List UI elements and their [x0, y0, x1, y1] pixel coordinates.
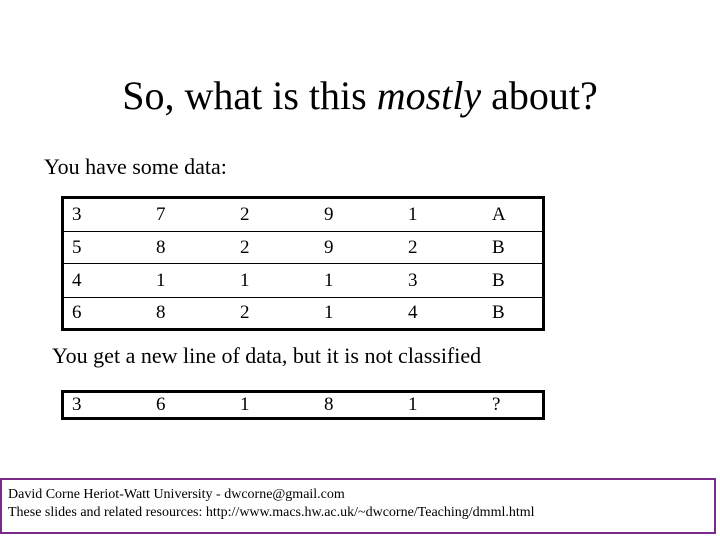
- table-cell: 4: [63, 264, 149, 298]
- table-cell: B: [484, 232, 544, 264]
- table-cell: 2: [240, 302, 250, 323]
- title-emphasis: mostly: [376, 73, 482, 118]
- table-cell: 6: [72, 302, 82, 323]
- table-cell: 1: [240, 394, 250, 415]
- table-row: [63, 392, 544, 419]
- table-cell: 2: [232, 198, 316, 232]
- table-cell: 4: [408, 302, 418, 323]
- table-cell: 1: [324, 302, 334, 323]
- title-text-end: about?: [481, 73, 598, 118]
- new-line-text: You get a new line of data, but it is not classified: [52, 343, 482, 368]
- data-table: [61, 196, 545, 331]
- table-cell: 1: [148, 264, 232, 298]
- table-cell: 3: [63, 198, 149, 232]
- table-row: [63, 198, 544, 232]
- slide-footer: [0, 478, 716, 534]
- table-cell: 9: [316, 198, 400, 232]
- table-cell: 3: [400, 264, 484, 298]
- table-cell: 8: [148, 232, 232, 264]
- table-cell: B: [492, 302, 505, 323]
- table-cell: B: [484, 264, 544, 298]
- slide-title: [0, 70, 720, 122]
- new-row-table: [61, 390, 545, 420]
- table-cell: 6: [156, 394, 166, 415]
- table-cell: 1: [316, 264, 400, 298]
- table-cell: 2: [232, 232, 316, 264]
- table-cell: ?: [492, 394, 501, 415]
- table-cell: 1: [232, 264, 316, 298]
- table-cell: 5: [63, 232, 149, 264]
- table-row: [63, 232, 544, 264]
- table-cell: 1: [408, 394, 418, 415]
- table-cell: 1: [400, 198, 484, 232]
- title-text-start: So, what is this: [122, 73, 377, 118]
- table-cell: 8: [156, 302, 166, 323]
- table-cell: 3: [72, 394, 82, 415]
- footer-resources-line: These slides and related resources: http://www.macs.hw.ac.uk/~dwcorne/Teaching/dmml.html: [8, 505, 535, 520]
- table-cell: 8: [324, 394, 334, 415]
- table-cell: 2: [400, 232, 484, 264]
- intro-text: You have some data:: [44, 154, 227, 179]
- table-cell: 9: [316, 232, 400, 264]
- table-cell: A: [484, 198, 544, 232]
- table-row: [63, 264, 544, 298]
- table-row: [63, 298, 544, 330]
- table-cell: 7: [148, 198, 232, 232]
- footer-author-line: David Corne Heriot-Watt University - dwcorne@gmail.com: [8, 487, 345, 502]
